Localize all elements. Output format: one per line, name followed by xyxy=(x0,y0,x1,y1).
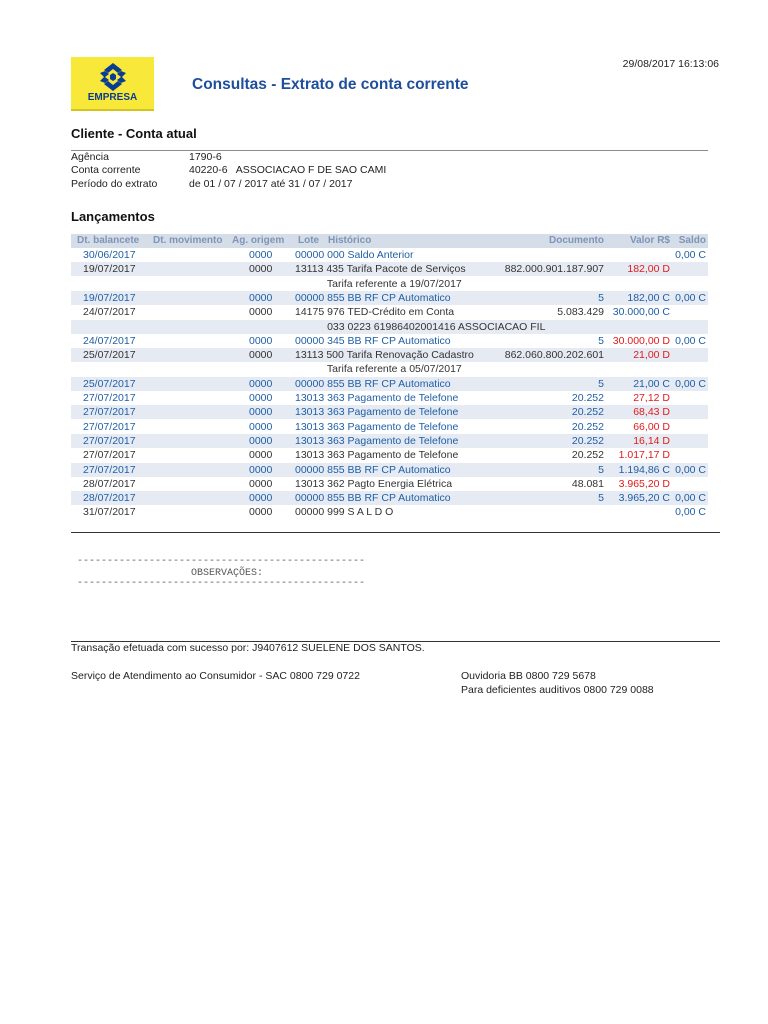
table-row xyxy=(71,463,708,477)
logo-text: EMPRESA xyxy=(87,92,138,103)
table-row xyxy=(71,434,708,448)
table-row xyxy=(71,248,708,262)
cell-valor: 21,00 C xyxy=(633,377,670,390)
cell-documento: 5 xyxy=(598,492,604,505)
cell-date: 19/07/2017 xyxy=(83,263,136,276)
table-row xyxy=(71,405,708,419)
cell-date: 25/07/2017 xyxy=(83,349,136,362)
table-row xyxy=(71,491,708,505)
cell-ag-origem: 0000 xyxy=(249,263,273,276)
table-row xyxy=(71,334,708,348)
lancamentos-section-title: Lançamentos xyxy=(71,209,155,224)
cell-valor: 27,12 D xyxy=(633,392,670,404)
cell-historico: 00000 855 BB RF CP Automatico xyxy=(295,377,451,390)
cell-ag-origem: 0000 xyxy=(249,377,273,390)
cell-valor: 1.194,86 C xyxy=(618,463,670,476)
cell-documento: 5 xyxy=(598,377,604,390)
table-row xyxy=(71,277,708,291)
sac-contact: Serviço de Atendimento ao Consumidor - SAC 0800 729 0722 xyxy=(71,670,360,682)
cell-documento: 5 xyxy=(598,291,604,304)
cell-historico: 00000 855 BB RF CP Automatico xyxy=(295,492,451,505)
cell-ag-origem: 0000 xyxy=(249,334,273,347)
cell-documento: 20.252 xyxy=(571,406,604,419)
cell-valor: 30.000,00 C xyxy=(612,306,670,319)
cell-historico: 13013 363 Pagamento de Telefone xyxy=(295,406,459,419)
cell-valor: 3.965,20 D xyxy=(618,477,670,490)
transaction-status: Transação efetuada com sucesso por: J9407612 SUELENE DOS SANTOS. xyxy=(71,642,425,654)
col-dt-balancete: Dt. balancete xyxy=(77,235,140,246)
col-historico: Histórico xyxy=(328,235,372,246)
account-value: 40220-6 ASSOCIACAO F DE SAO CAMI xyxy=(189,164,387,176)
cell-historico: 13013 363 Pagamento de Telefone xyxy=(295,392,459,404)
cell-documento: 5 xyxy=(598,334,604,347)
cell-historico: 00000 855 BB RF CP Automatico xyxy=(295,291,451,304)
cell-documento: 20.252 xyxy=(571,420,604,433)
cell-historico: 00000 000 Saldo Anterior xyxy=(295,249,414,261)
period-label: Período do extrato xyxy=(71,178,158,190)
page-title: Consultas - Extrato de conta corrente xyxy=(192,76,469,93)
bank-logo-icon xyxy=(96,62,130,92)
divider xyxy=(71,532,720,533)
cell-ag-origem: 0000 xyxy=(249,463,273,476)
cell-saldo: 0,00 C xyxy=(675,334,706,347)
cell-valor: 16,14 D xyxy=(633,434,670,447)
cell-valor: 30.000,00 D xyxy=(612,334,670,347)
cell-ag-origem: 0000 xyxy=(249,477,273,490)
cell-ag-origem: 0000 xyxy=(249,420,273,433)
cell-saldo: 0,00 C xyxy=(675,249,706,261)
obs-line-top: ------------------------------------------------ xyxy=(77,556,366,567)
cell-date: 19/07/2017 xyxy=(83,291,136,304)
col-valor: Valor R$ xyxy=(629,235,670,246)
cell-documento: 882.000.901.187.907 xyxy=(504,263,604,276)
cell-documento: 20.252 xyxy=(571,392,604,404)
client-section-title: Cliente - Conta atual xyxy=(71,126,197,141)
report-timestamp: 29/08/2017 16:13:06 xyxy=(622,58,719,70)
cell-saldo: 0,00 C xyxy=(675,291,706,304)
cell-date: 27/07/2017 xyxy=(83,463,136,476)
col-ag-origem: Ag. origem xyxy=(232,235,285,246)
cell-valor: 1.017,17 D xyxy=(618,449,670,462)
cell-saldo: 0,00 C xyxy=(675,492,706,505)
cell-valor: 182,00 D xyxy=(627,263,670,276)
table-row xyxy=(71,477,708,491)
cell-ag-origem: 0000 xyxy=(249,291,273,304)
cell-ag-origem: 0000 xyxy=(249,449,273,462)
agency-label: Agência xyxy=(71,151,109,163)
table-row xyxy=(71,391,708,405)
table-row xyxy=(71,448,708,462)
deficientes-contact: Para deficientes auditivos 0800 729 0088 xyxy=(461,684,654,696)
cell-historico: 13013 363 Pagamento de Telefone xyxy=(295,449,459,462)
cell-historico: Tarifa referente a 19/07/2017 xyxy=(295,277,462,290)
table-row xyxy=(71,362,708,376)
table-header xyxy=(71,234,708,248)
cell-historico: 13013 363 Pagamento de Telefone xyxy=(295,420,459,433)
cell-ag-origem: 0000 xyxy=(249,249,273,261)
cell-documento: 862.060.800.202.601 xyxy=(504,349,604,362)
table-row xyxy=(71,348,708,362)
cell-saldo: 0,00 C xyxy=(675,506,706,519)
cell-date: 28/07/2017 xyxy=(83,492,136,505)
cell-historico: 13013 363 Pagamento de Telefone xyxy=(295,434,459,447)
cell-date: 27/07/2017 xyxy=(83,392,136,404)
table-row xyxy=(71,377,708,391)
divider xyxy=(71,150,708,151)
cell-historico: Tarifa referente a 05/07/2017 xyxy=(295,363,462,376)
obs-line-bottom: ------------------------------------------------ xyxy=(77,578,366,589)
table-row xyxy=(71,262,708,276)
cell-documento: 20.252 xyxy=(571,434,604,447)
cell-date: 27/07/2017 xyxy=(83,406,136,419)
cell-historico: 033 0223 61986402001416 ASSOCIACAO FIL xyxy=(295,320,546,333)
period-value: de 01 / 07 / 2017 até 31 / 07 / 2017 xyxy=(189,178,353,190)
cell-valor: 3.965,20 C xyxy=(618,492,670,505)
cell-documento: 5.083.429 xyxy=(557,306,604,319)
cell-saldo: 0,00 C xyxy=(675,377,706,390)
cell-ag-origem: 0000 xyxy=(249,406,273,419)
bank-logo xyxy=(71,57,154,111)
cell-historico: 00000 855 BB RF CP Automatico xyxy=(295,463,451,476)
cell-date: 25/07/2017 xyxy=(83,377,136,390)
cell-valor: 68,43 D xyxy=(633,406,670,419)
cell-date: 27/07/2017 xyxy=(83,449,136,462)
cell-ag-origem: 0000 xyxy=(249,306,273,319)
cell-ag-origem: 0000 xyxy=(249,434,273,447)
cell-historico: 13113 500 Tarifa Renovação Cadastro xyxy=(295,349,474,362)
table-row xyxy=(71,291,708,305)
cell-date: 24/07/2017 xyxy=(83,334,136,347)
cell-ag-origem: 0000 xyxy=(249,492,273,505)
cell-date: 30/06/2017 xyxy=(83,249,136,261)
cell-ag-origem: 0000 xyxy=(249,506,273,519)
cell-ag-origem: 0000 xyxy=(249,392,273,404)
cell-date: 24/07/2017 xyxy=(83,306,136,319)
cell-historico: 13113 435 Tarifa Pacote de Serviços xyxy=(295,263,466,276)
col-saldo: Saldo xyxy=(678,235,706,246)
cell-ag-origem: 0000 xyxy=(249,349,273,362)
col-lote: Lote xyxy=(298,235,320,246)
ouvidoria-contact: Ouvidoria BB 0800 729 5678 xyxy=(461,670,596,682)
cell-historico: 00000 345 BB RF CP Automatico xyxy=(295,334,451,347)
cell-documento: 48.081 xyxy=(571,477,604,490)
table-row xyxy=(71,305,708,319)
cell-historico: 00000 999 S A L D O xyxy=(295,506,394,519)
cell-date: 28/07/2017 xyxy=(83,477,136,490)
cell-historico: 13013 362 Pagto Energia Elétrica xyxy=(295,477,453,490)
cell-historico: 14175 976 TED-Crédito em Conta xyxy=(295,306,455,319)
cell-date: 27/07/2017 xyxy=(83,420,136,433)
cell-documento: 20.252 xyxy=(571,449,604,462)
account-label: Conta corrente xyxy=(71,164,141,176)
cell-date: 31/07/2017 xyxy=(83,506,136,519)
table-row xyxy=(71,420,708,434)
cell-saldo: 0,00 C xyxy=(675,463,706,476)
col-documento: Documento xyxy=(549,235,604,246)
table-row xyxy=(71,505,708,519)
cell-documento: 5 xyxy=(598,463,604,476)
table-row xyxy=(71,320,708,334)
cell-valor: 21,00 D xyxy=(633,349,670,362)
obs-label: OBSERVAÇÕES: xyxy=(77,568,264,579)
col-dt-movimento: Dt. movimento xyxy=(153,235,223,246)
cell-valor: 182,00 C xyxy=(627,291,670,304)
cell-valor: 66,00 D xyxy=(633,420,670,433)
agency-value: 1790-6 xyxy=(189,151,222,163)
cell-date: 27/07/2017 xyxy=(83,434,136,447)
